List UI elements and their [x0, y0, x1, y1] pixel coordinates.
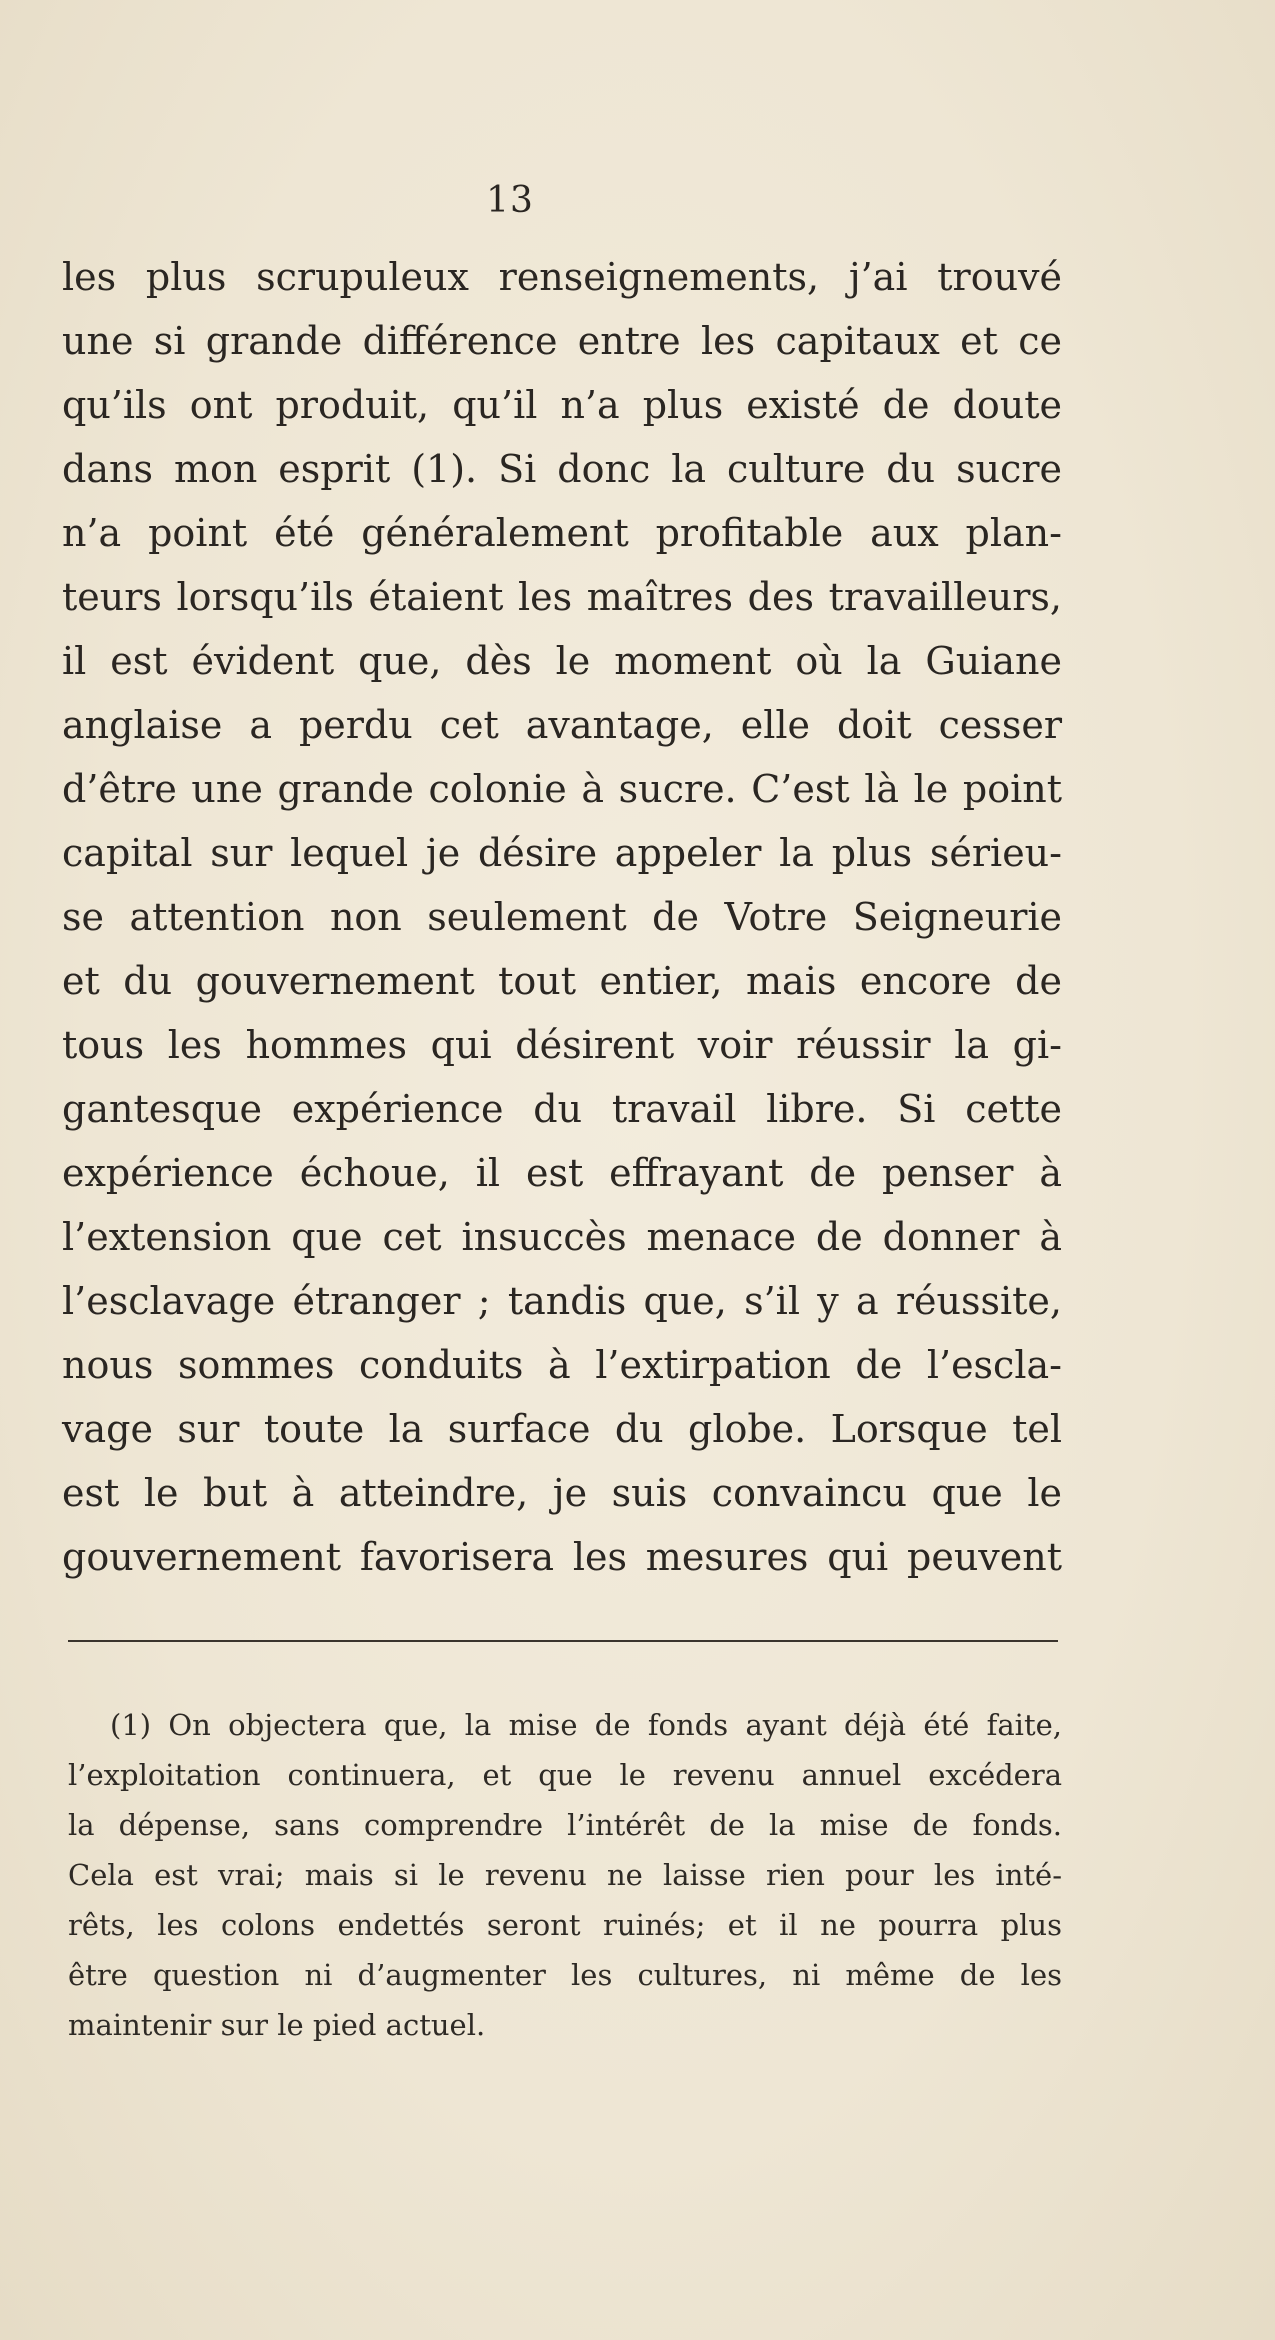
text-line: est le but à atteindre, je suis convaincu que le	[62, 1471, 1062, 1515]
footnote-line: rêts, les colons endettés seront ruinés; et il ne pourra plus	[68, 1908, 1062, 1942]
page-number: 13	[486, 180, 534, 221]
text-line: vage sur toute la surface du globe. Lorsque tel	[62, 1407, 1062, 1451]
text-line: n’a point été généralement profitable aux plan-	[62, 511, 1062, 555]
text-line: se attention non seulement de Votre Seigneurie	[62, 895, 1062, 939]
text-line: il est évident que, dès le moment où la Guiane	[62, 639, 1062, 683]
text-line: l’extension que cet insuccès menace de donner à	[62, 1215, 1062, 1259]
text-line: teurs lorsqu’ils étaient les maîtres des travailleurs,	[62, 575, 1062, 619]
text-line: anglaise a perdu cet avantage, elle doit cesser	[62, 703, 1062, 747]
text-line: capital sur lequel je désire appeler la plus sérieu-	[62, 831, 1062, 875]
text-line: gantesque expérience du travail libre. Si cette	[62, 1087, 1062, 1131]
main-text-block	[62, 245, 1062, 1589]
text-line: une si grande différence entre les capitaux et ce	[62, 319, 1062, 363]
footnote-line: Cela est vrai; mais si le revenu ne laisse rien pour les inté-	[68, 1858, 1062, 1892]
footnote-line: être question ni d’augmenter les cultures, ni même de les	[68, 1958, 1062, 1992]
footnote-line: la dépense, sans comprendre l’intérêt de la mise de fonds.	[68, 1808, 1062, 1842]
text-line: l’esclavage étranger ; tandis que, s’il y a réussite,	[62, 1279, 1062, 1323]
text-line: expérience échoue, il est effrayant de penser à	[62, 1151, 1062, 1195]
text-line: les plus scrupuleux renseignements, j’ai trouvé	[62, 255, 1062, 299]
text-line: qu’ils ont produit, qu’il n’a plus existé de doute	[62, 383, 1062, 427]
text-line: d’être une grande colonie à sucre. C’est là le point	[62, 767, 1062, 811]
footnote-line: l’exploitation continuera, et que le revenu annuel excédera	[68, 1758, 1062, 1792]
footnote-block	[68, 1700, 1062, 2050]
text-line: gouvernement favorisera les mesures qui peuvent	[62, 1535, 1062, 1579]
footnote-line: (1) On objectera que, la mise de fonds ayant déjà été faite,	[110, 1708, 1062, 1742]
text-line: tous les hommes qui désirent voir réussir la gi-	[62, 1023, 1062, 1067]
text-line: nous sommes conduits à l’extirpation de l’escla-	[62, 1343, 1062, 1387]
footnote-line: maintenir sur le pied actuel.	[68, 2008, 486, 2042]
text-line: et du gouvernement tout entier, mais encore de	[62, 959, 1062, 1003]
text-line: dans mon esprit (1). Si donc la culture du sucre	[62, 447, 1062, 491]
footnote-divider	[68, 1640, 1058, 1642]
